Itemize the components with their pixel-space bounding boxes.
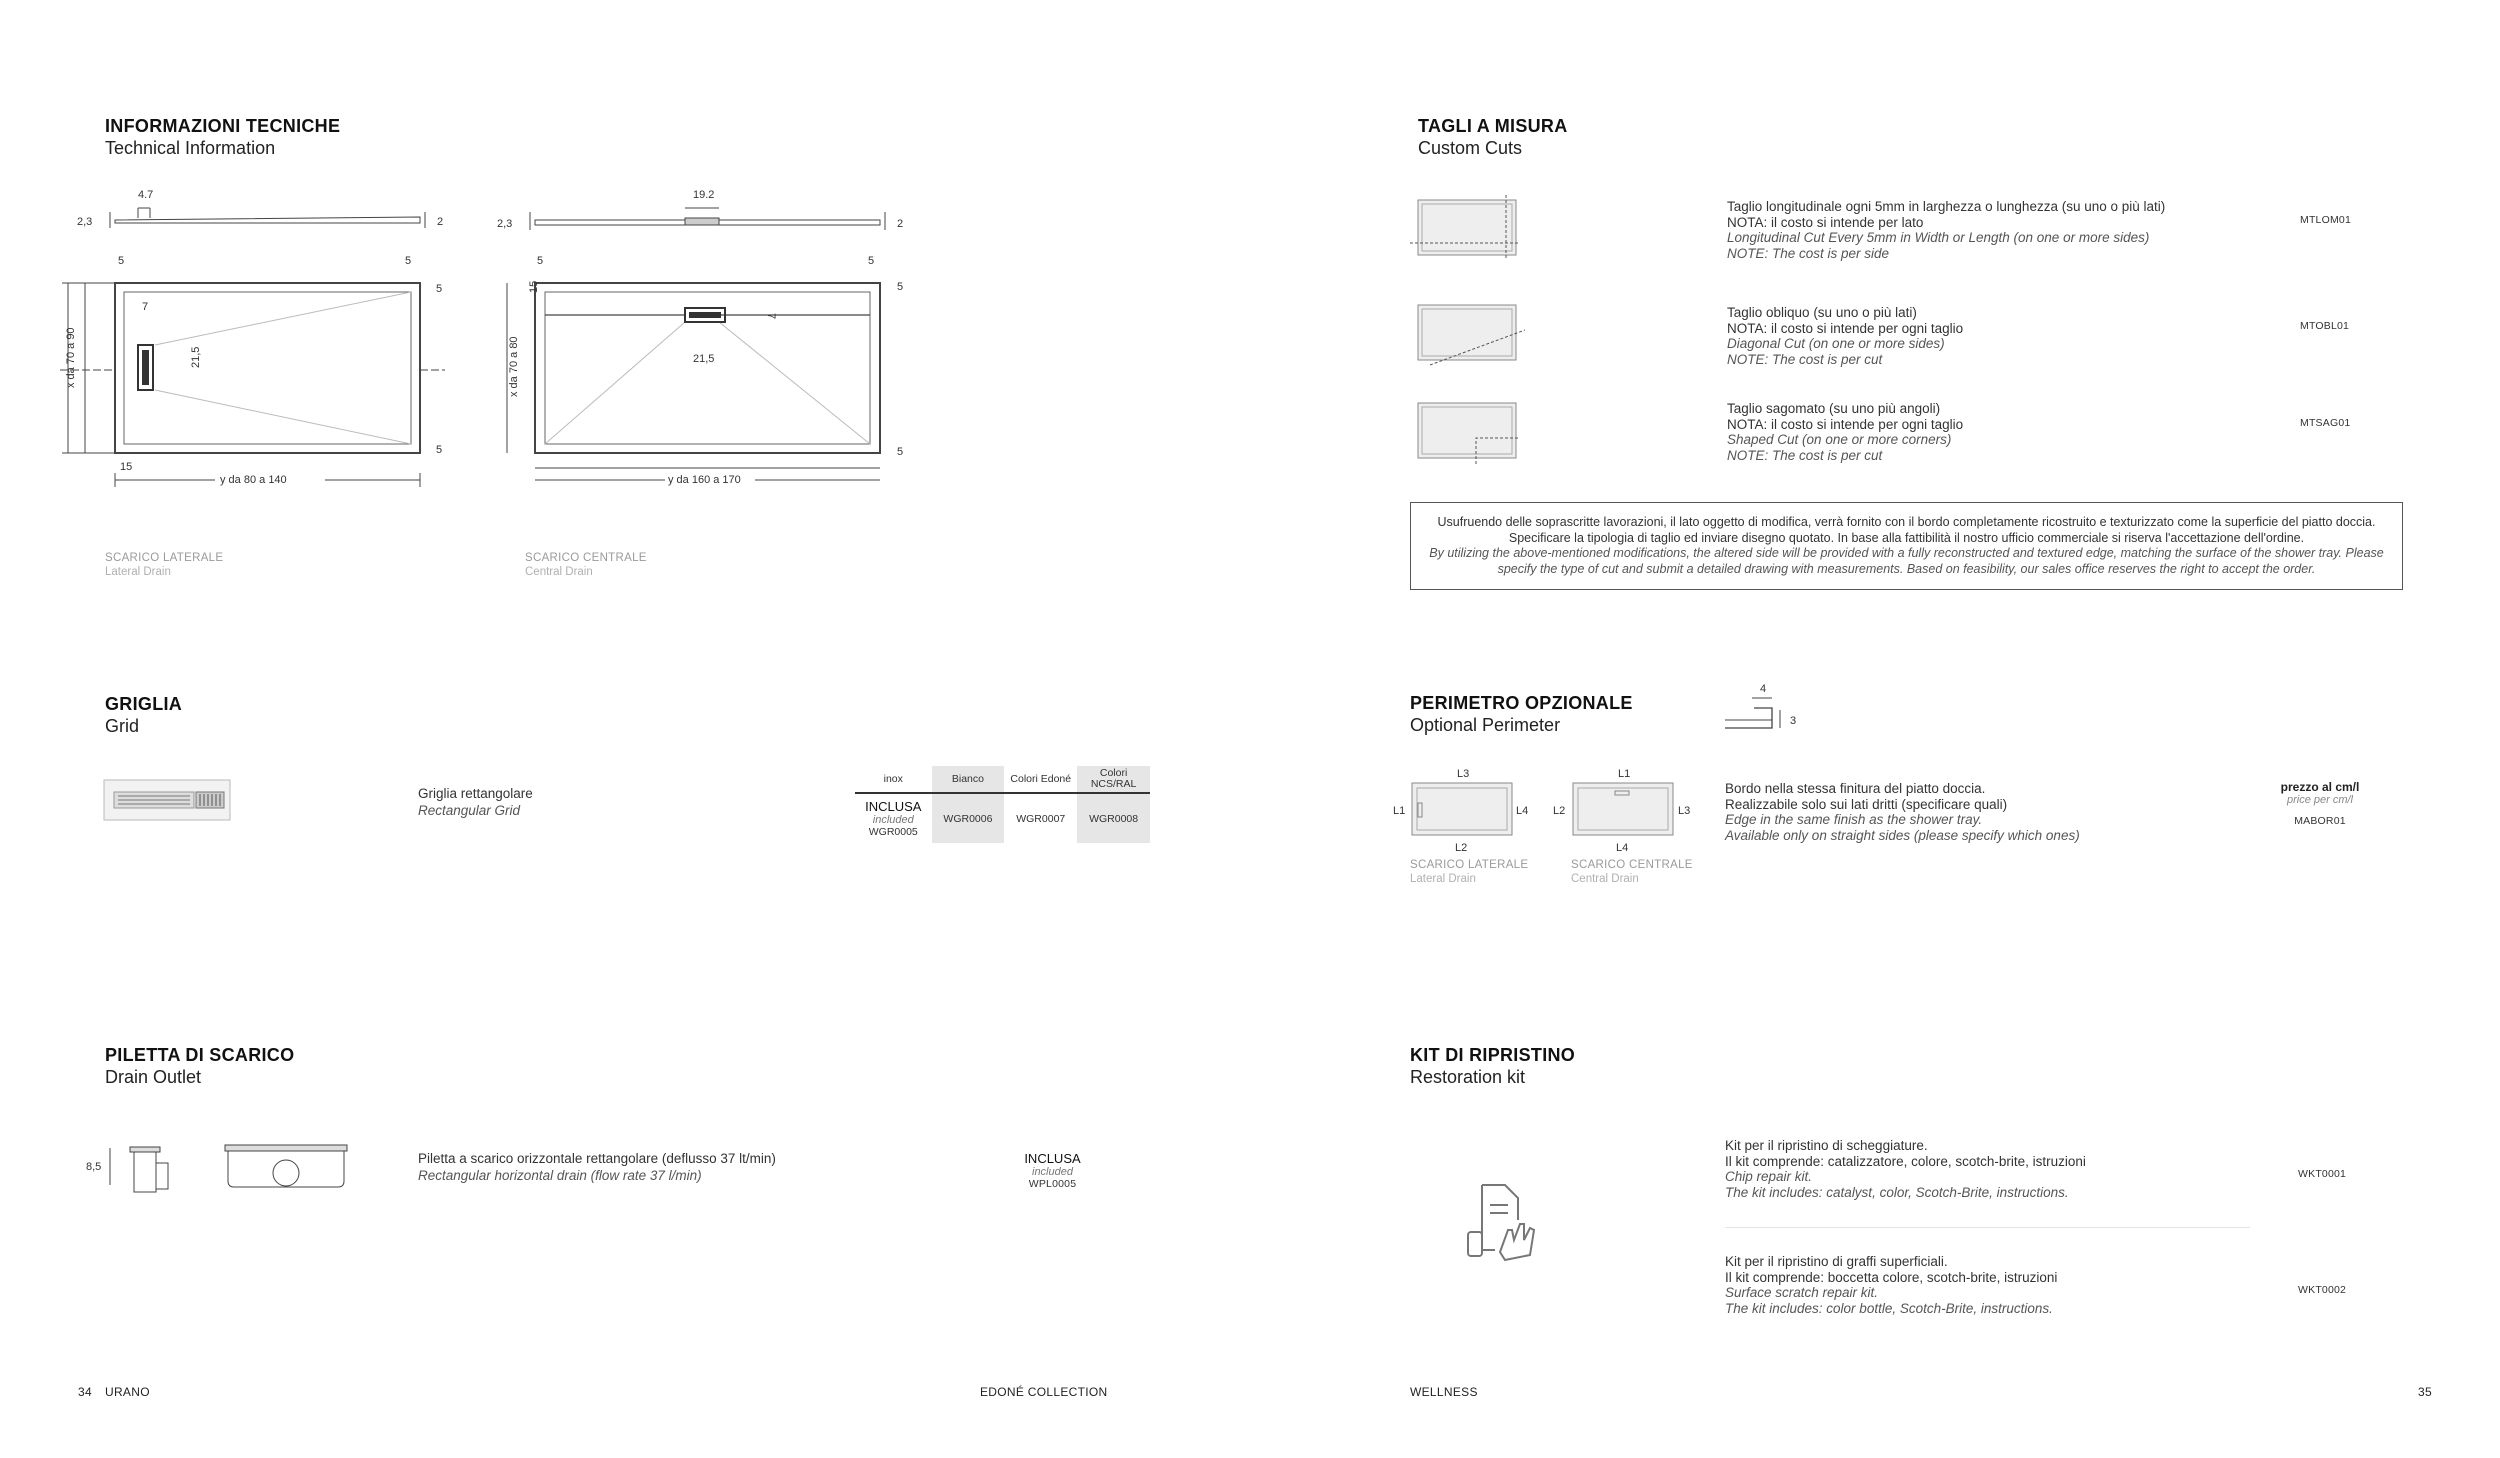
dim-7-b: 7 [765,313,777,320]
drain-code: WPL0005 [1028,1178,1077,1190]
perimeter-central-caption-en: Central Drain [1571,873,1639,885]
longitudinal-cut-icon [1410,195,1520,265]
dim-21-5-b: 21,5 [693,353,715,365]
kit-item-1 [1725,1138,2325,1200]
cuts-title-en: Custom Cuts [1418,138,1523,158]
dim-15-b: 15 [528,280,540,293]
central-drain-drawing [485,180,915,500]
grid-desc-it: Griglia rettangolare [418,786,533,801]
footer-collection: EDONÉ COLLECTION [980,1385,1108,1399]
dim-y-lateral: y da 80 a 140 [220,474,287,486]
drain-desc-it: Piletta a scarico orizzontale rettangolare (deflusso 37 lt/min) [418,1151,776,1166]
cut-2-line-1: Taglio obliquo (su uno o più lati) [1727,305,1917,320]
kit-2-line-2: Il kit comprende: boccetta colore, scotch-brite, istruzioni [1725,1269,2058,1285]
kit-item-2 [1725,1254,2325,1316]
cuts-title-it: TAGLI A MISURA [1418,116,1568,136]
tech-lateral-caption-en: Lateral Drain [105,566,171,578]
dim-21-5: 21,5 [190,346,202,368]
grid-title-it: GRIGLIA [105,694,183,714]
perimeter-dim-4: 4 [1760,683,1767,695]
grid-price-table [855,766,1150,843]
cut-item-1 [1727,199,2327,261]
tech-lateral-caption-it: SCARICO LATERALE [105,552,224,564]
dim-5-bottom-b: 5 [897,446,904,458]
grid-incl: INCLUSA [865,799,922,814]
cut-1-line-2: NOTA: il costo si intende per lato [1727,214,1924,230]
kit-2-line-3: Surface scratch repair kit. [1725,1285,1879,1300]
perim-lat-l1: L1 [1393,805,1406,817]
kit-2-line-1: Kit per il ripristino di graffi superficiali. [1725,1254,1948,1269]
cut-3-line-2: NOTA: il costo si intende per ogni taglio [1727,416,1964,432]
perimeter-line-2: Realizzabile solo sui lati dritti (specificare quali) [1725,796,2008,812]
drain-price [1010,1151,1095,1190]
cut-1-line-1: Taglio longitudinale ogni 5mm in larghezza o lunghezza (su uno o più lati) [1727,199,2166,214]
drain-outlet-drawing [80,1135,360,1205]
kit-1-line-2: Il kit comprende: catalizzatore, colore, scotch-brite, istruzioni [1725,1153,2086,1169]
dim-2: 2 [437,216,444,228]
dim-15: 15 [120,461,133,473]
drain-title-it: PILETTA DI SCARICO [105,1045,295,1065]
tech-title-it: INFORMAZIONI TECNICHE [105,116,341,136]
kit-1-line-1: Kit per il ripristino di scheggiature. [1725,1138,1928,1153]
drain-incl-en: included [1032,1166,1073,1178]
footer-page-left: 34 [78,1385,92,1399]
dim-5-top-b: 5 [897,281,904,293]
shaped-cut-icon [1410,398,1520,468]
grid-code-edone: WGR0007 [1016,812,1066,825]
footer-product: URANO [105,1385,150,1399]
dim-5-right: 5 [405,255,412,267]
perim-cen-l4: L4 [1616,842,1629,854]
kit-2-code: WKT0002 [2298,1284,2347,1296]
dim-5-left-b: 5 [537,255,544,267]
dim-2-b: 2 [897,218,904,230]
grid-header-edone: Colori Edoné [1004,766,1077,793]
restoration-kit-icon [1460,1180,1550,1270]
grid-header-ncs: Colori NCS/RAL [1077,766,1150,793]
cuts-note-en: By utilizing the above-mentioned modifications, the altered side will be provided with a fully reconstructed and textured edge, matching the surface of the shower tray. Please specify the type of cut and submit a detailed drawing with measurements. Based on feasibility, our sales office reserves the right to accept the order. [1429,546,2384,576]
grid-code-ncs: WGR0008 [1077,793,1150,843]
kit-title-en: Restoration kit [1410,1067,1526,1087]
grid-image [104,780,234,824]
perim-lat-l3: L3 [1457,768,1470,780]
grid-header-inox: inox [855,766,932,793]
diagonal-cut-icon [1410,300,1520,370]
perimeter-description [1725,781,2325,843]
dim-x-central: x da 70 a 80 [508,336,520,397]
cuts-note-it: Usufruendo delle soprascritte lavorazioni, il lato oggetto di modifica, verrà fornito con il bordo completamente ricostruito e texturizzato come la superficie del piatto doccia. Specificare la tipologia di taglio ed inviare disegno quotato. In base alla fattibilità il nostro ufficio commerciale si riserva l'accettazione dell'ordine. [1437,515,2376,545]
kit-title-it: KIT DI RIPRISTINO [1410,1045,1576,1065]
grid-code-bianco: WGR0006 [932,793,1005,843]
dim-5-bottom: 5 [436,444,443,456]
perim-cen-l1: L1 [1618,768,1631,780]
grid-desc-en: Rectangular Grid [418,803,521,818]
cut-2-code: MTOBL01 [2300,320,2350,332]
dim-y-central: y da 160 a 170 [668,474,741,486]
cut-3-code: MTSAG01 [2300,417,2351,429]
drain-title-en: Drain Outlet [105,1067,202,1087]
cut-1-line-3: Longitudinal Cut Every 5mm in Width or Length (on one or more sides) [1727,230,2150,245]
cut-2-line-3: Diagonal Cut (on one or more sides) [1727,336,1945,351]
tech-central-caption-it: SCARICO CENTRALE [525,552,647,564]
perimeter-dim-3: 3 [1790,715,1797,727]
perim-cen-l3: L3 [1678,805,1691,817]
drain-incl: INCLUSA [1024,1151,1081,1166]
cuts-note-box [1410,502,2403,590]
perimeter-plan-drawing [1390,765,1720,865]
perimeter-profile-drawing [1720,680,1810,740]
dim-7: 7 [142,301,149,313]
perimeter-title-it: PERIMETRO OPZIONALE [1410,693,1633,713]
cut-3-line-4: NOTE: The cost is per cut [1727,447,1883,463]
lateral-drain-drawing [60,180,460,500]
cut-1-line-4: NOTE: The cost is per side [1727,245,1890,261]
cut-3-line-3: Shaped Cut (on one or more corners) [1727,432,1952,447]
perimeter-lateral-caption-en: Lateral Drain [1410,873,1476,885]
perimeter-title-en: Optional Perimeter [1410,715,1561,735]
perim-lat-l2: L2 [1455,842,1468,854]
drain-dim-8-5: 8,5 [86,1161,102,1173]
grid-cell-inox [855,793,932,843]
dim-5-right-b: 5 [868,255,875,267]
footer-section: WELLNESS [1410,1385,1478,1399]
cut-1-code: MTLOM01 [2300,214,2351,226]
perim-lat-l4: L4 [1516,805,1529,817]
kit-2-line-4: The kit includes: color bottle, Scotch-Brite, instructions. [1725,1300,2053,1316]
cut-2-line-4: NOTE: The cost is per cut [1727,351,1883,367]
kit-1-line-4: The kit includes: catalyst, color, Scotch-Brite, instructions. [1725,1184,2069,1200]
dim-x-lateral: x da 70 a 90 [65,327,77,388]
cut-item-2 [1727,305,2327,367]
tech-title-en: Technical Information [105,138,276,158]
perimeter-code: MABOR01 [2294,815,2346,827]
grid-code-inox: WGR0005 [868,826,918,838]
footer-page-right: 35 [2418,1385,2432,1399]
cut-2-line-2: NOTA: il costo si intende per ogni taglio [1727,320,1964,336]
tech-central-caption-en: Central Drain [525,566,593,578]
dim-5-left: 5 [118,255,125,267]
kit-1-code: WKT0001 [2298,1168,2347,1180]
perimeter-price [2255,780,2385,827]
grid-header-bianco: Bianco [932,766,1005,793]
cut-item-3 [1727,401,2327,463]
perimeter-central-caption-it: SCARICO CENTRALE [1571,859,1693,871]
kit-divider [1725,1227,2250,1228]
perimeter-lateral-caption-it: SCARICO LATERALE [1410,859,1529,871]
kit-1-line-3: Chip repair kit. [1725,1169,1813,1184]
cut-3-line-1: Taglio sagomato (su uno più angoli) [1727,401,1941,416]
perim-cen-l2: L2 [1553,805,1566,817]
dim-2-3: 2,3 [77,216,93,228]
perimeter-line-1: Bordo nella stessa finitura del piatto doccia. [1725,781,1986,796]
perimeter-price-it: prezzo al cm/l [2280,780,2360,794]
dim-4-7: 4.7 [138,189,154,201]
grid-title-en: Grid [105,716,140,736]
grid-incl-en: included [872,814,914,826]
dim-19-2: 19.2 [693,189,715,201]
perimeter-price-en: price per cm/l [2286,794,2354,806]
dim-5-top: 5 [436,283,443,295]
drain-desc-en: Rectangular horizontal drain (flow rate 37 l/min) [418,1168,702,1183]
perimeter-line-4: Available only on straight sides (please specify which ones) [1725,827,2080,843]
perimeter-line-3: Edge in the same finish as the shower tray. [1725,812,1983,827]
dim-2-3-b: 2,3 [497,218,513,230]
